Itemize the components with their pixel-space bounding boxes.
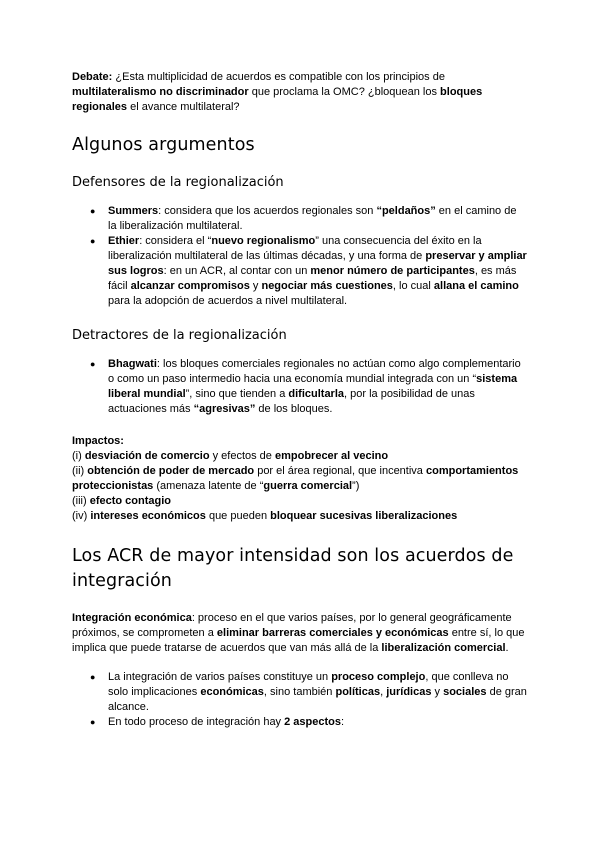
bold-run: políticas bbox=[335, 686, 381, 698]
text-run: el avance multilateral? bbox=[127, 101, 240, 113]
text-run: (iv) bbox=[72, 510, 91, 522]
author-name: Bhagwati bbox=[108, 358, 157, 370]
impacto-4 bbox=[72, 509, 528, 524]
text-run: , sino también bbox=[263, 686, 336, 698]
bold-run: eliminar barreras comerciales y económicas bbox=[216, 627, 449, 639]
impacto-3 bbox=[72, 494, 528, 509]
text-run: para la adopción de acuerdos a nivel multilateral. bbox=[108, 295, 348, 307]
list-item-proceso-complejo bbox=[90, 670, 528, 715]
bold-run: sociales bbox=[443, 686, 487, 698]
heading-detractores: Detractores de la regionalización bbox=[72, 328, 287, 343]
text-run: , lo cual bbox=[392, 280, 434, 292]
bold-run: “peldaños” bbox=[376, 205, 436, 217]
debate-label: Debate: bbox=[72, 71, 113, 83]
heading-algunos-argumentos: Algunos argumentos bbox=[72, 135, 255, 155]
text-run: : los bloques comerciales regionales no actúan como algo complementario o como un paso intermedio hacia una economía mundial integrada con un “ bbox=[108, 358, 521, 385]
text-run: entre sí, lo que implica que puede tratarse de acuerdos que van más allá de la bbox=[72, 627, 525, 654]
list-item-summers bbox=[90, 204, 528, 234]
bold-run: liberalización comercial bbox=[381, 642, 506, 654]
bold-run: desviación de comercio bbox=[84, 450, 210, 462]
impacto-2 bbox=[72, 464, 528, 494]
bold-run: preservar y ampliar sus logros bbox=[108, 250, 527, 277]
text-run: de los bloques. bbox=[255, 403, 333, 415]
bold-run: económicas bbox=[200, 686, 264, 698]
bullet-icon: ● bbox=[90, 359, 96, 369]
bullet-icon: ● bbox=[90, 717, 96, 727]
text-run: : en un ACR, al contar con un bbox=[163, 265, 311, 277]
text-run: En todo proceso de integración hay bbox=[108, 716, 285, 728]
text-run: de gran alcance. bbox=[108, 686, 527, 713]
text-run: ”, sino que tienden a bbox=[185, 388, 289, 400]
bold-run: bloquear sucesivas liberalizaciones bbox=[270, 510, 458, 522]
integracion-list bbox=[72, 670, 528, 730]
detractores-list bbox=[72, 357, 528, 417]
text-run: en el camino de la liberalización multilateral. bbox=[108, 205, 517, 232]
impactos-block bbox=[72, 434, 528, 524]
author-name: Ethier bbox=[108, 235, 140, 247]
text-run: . bbox=[505, 642, 509, 654]
bold-run: Impactos: bbox=[72, 435, 124, 447]
bold-run: allana el camino bbox=[433, 280, 519, 292]
text-run: que proclama la OMC? ¿bloquean los bbox=[248, 86, 441, 98]
bold-run: guerra comercial bbox=[263, 480, 353, 492]
bold-run: Integración económica bbox=[72, 612, 192, 624]
text-run: (ii) bbox=[72, 465, 88, 477]
bold-run: “agresivas” bbox=[193, 403, 256, 415]
author-name: Summers bbox=[108, 205, 159, 217]
list-item-dos-aspectos bbox=[90, 715, 528, 730]
text-run: ¿Esta multiplicidad de acuerdos es compatible con los principios de bbox=[112, 71, 445, 83]
text-run: La integración de varios países constituye un bbox=[108, 671, 332, 683]
text-run: : considera que los acuerdos regionales son bbox=[158, 205, 377, 217]
heading-defensores: Defensores de la regionalización bbox=[72, 175, 284, 190]
debate-paragraph bbox=[72, 70, 528, 115]
text-run: : considera el “ bbox=[139, 235, 212, 247]
text-run: y bbox=[249, 280, 262, 292]
bold-run: multilateralismo no discriminador bbox=[72, 86, 249, 98]
impactos-label bbox=[72, 434, 528, 449]
text-run: , que conlleva no solo implicaciones bbox=[108, 671, 509, 698]
bullet-icon: ● bbox=[90, 206, 96, 216]
text-run: (iii) bbox=[72, 495, 90, 507]
text-run: , bbox=[380, 686, 387, 698]
bold-run: proceso complejo bbox=[331, 671, 426, 683]
text-run: ”) bbox=[352, 480, 360, 492]
text-run: , por la posibilidad de unas actuaciones más bbox=[108, 388, 475, 415]
bold-run: comportamientos proteccionistas bbox=[72, 465, 519, 492]
bold-run: jurídicas bbox=[386, 686, 432, 698]
bold-run: nuevo regionalismo bbox=[211, 235, 316, 247]
text-run: ” una consecuencia del éxito en la liberalización multilateral de las últimas décadas, y una forma de bbox=[108, 235, 482, 262]
text-run: (amenaza latente de “ bbox=[153, 480, 264, 492]
bold-run: sistema liberal mundial bbox=[108, 373, 518, 400]
bold-run: 2 aspectos bbox=[284, 716, 341, 728]
bold-run: dificultarla bbox=[288, 388, 345, 400]
bold-run: empobrecer al vecino bbox=[274, 450, 389, 462]
text-run: por el área regional, que incentiva bbox=[254, 465, 426, 477]
bold-run: obtención de poder de mercado bbox=[87, 465, 255, 477]
list-item-bhagwati bbox=[90, 357, 528, 417]
text-run: y bbox=[431, 686, 444, 698]
integracion-paragraph bbox=[72, 611, 528, 656]
bold-run: negociar más cuestiones bbox=[261, 280, 393, 292]
bold-run: alcanzar compromisos bbox=[130, 280, 250, 292]
bold-run: efecto contagio bbox=[89, 495, 172, 507]
defensores-list bbox=[72, 204, 528, 309]
bold-run: bloques regionales bbox=[72, 86, 483, 113]
text-run: : proceso en el que varios países, por lo general geográficamente próximos, se comprometen a bbox=[72, 612, 512, 639]
bold-run: menor número de participantes bbox=[310, 265, 475, 277]
text-run: y efectos de bbox=[209, 450, 275, 462]
text-run: : bbox=[341, 716, 345, 728]
list-item-ethier bbox=[90, 234, 528, 309]
impacto-1 bbox=[72, 449, 528, 464]
text-run: que pueden bbox=[205, 510, 271, 522]
bullet-icon: ● bbox=[90, 236, 96, 246]
heading-acr-integracion: Los ACR de mayor intensidad son los acuerdos de integración bbox=[72, 546, 514, 591]
text-run: (i) bbox=[72, 450, 85, 462]
text-run: , es más fácil bbox=[108, 265, 517, 292]
bold-run: intereses económicos bbox=[90, 510, 206, 522]
bullet-icon: ● bbox=[90, 672, 96, 682]
